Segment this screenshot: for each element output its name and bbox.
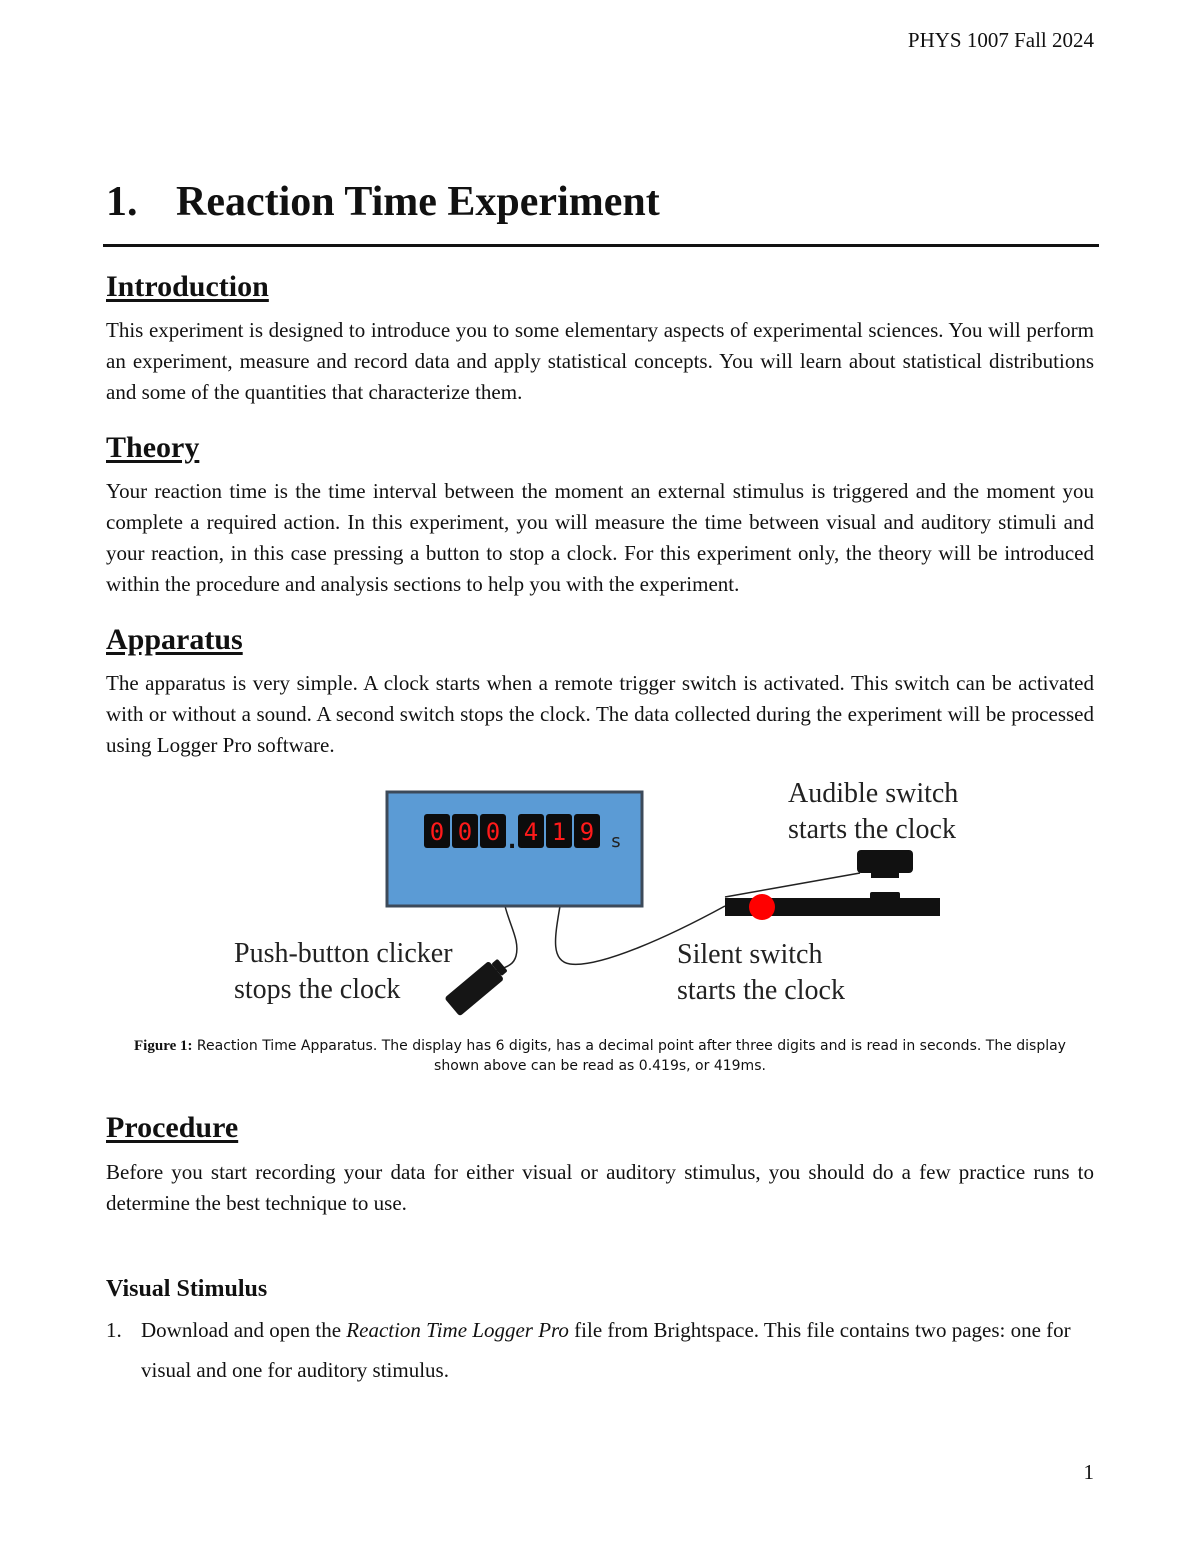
audible-label-line2: starts the clock — [788, 814, 956, 845]
push-button-clicker — [444, 956, 510, 1017]
procedure-heading: Procedure — [106, 1111, 239, 1144]
digit-5: 1 — [551, 818, 567, 846]
clicker-body — [444, 961, 504, 1017]
page-number: 1 — [1083, 1460, 1094, 1484]
apparatus-diagram — [220, 776, 980, 1026]
chapter-number: 1. — [106, 179, 138, 225]
figure-caption-label: Figure 1: — [134, 1038, 193, 1054]
digit-3: 0 — [485, 818, 501, 846]
silent-label-line1: Silent switch — [677, 939, 823, 970]
chapter-title-text: Reaction Time Experiment — [176, 179, 660, 225]
digit-4: 4 — [523, 818, 539, 846]
audible-switch-button — [857, 850, 913, 873]
audible-label-line1: Audible switch — [788, 778, 959, 809]
apparatus-heading: Apparatus — [106, 623, 243, 656]
switch-red-dot — [749, 894, 775, 920]
silent-switch-mount — [870, 892, 900, 900]
silent-label-line2: starts the clock — [677, 975, 845, 1006]
theory-heading: Theory — [106, 431, 200, 464]
audible-switch-stem — [871, 872, 899, 878]
list-item — [106, 1310, 1096, 1390]
theory-paragraph: Your reaction time is the time interval between the moment an external stimulus is triggered and the moment you complete a required action. In this experiment, you will measure the time between visual and auditory stimuli and your reaction, in this case pressing a button to stop a clock. For this experiment only, the theory will be introduced within the procedure and analysis sections to help you with the experiment. — [106, 479, 1094, 596]
visual-stimulus-heading: Visual Stimulus — [106, 1276, 268, 1302]
apparatus-figure — [220, 776, 980, 1026]
decimal-point: . — [507, 829, 517, 854]
figure-caption — [120, 1036, 1080, 1076]
introduction-heading: Introduction — [106, 270, 269, 303]
digit-1: 0 — [429, 818, 445, 846]
file-name: Reaction Time Logger Pro — [346, 1318, 569, 1342]
running-header: PHYS 1007 Fall 2024 — [907, 28, 1094, 52]
introduction-paragraph: This experiment is designed to introduce you to some elementary aspects of experimental sciences. You will perform an experiment, measure and record data and apply statistical concepts. You will learn about statistical distributions and some of the quantities that characterize them. — [106, 318, 1094, 404]
list-item-text — [141, 1310, 1096, 1390]
digit-6: 9 — [579, 818, 595, 846]
apparatus-paragraph: The apparatus is very simple. A clock starts when a remote trigger switch is activated. This switch can be activated with or without a sound. A second switch stops the clock. The data collected during the experiment will be processed using Logger Pro software. — [106, 671, 1094, 757]
clicker-label-line2: stops the clock — [234, 974, 401, 1005]
clicker-label-line1: Push-button clicker — [234, 938, 453, 969]
list-item-text-end: file from Brightspace. This file contains two pages: one for visual and one for auditory stimulus. — [141, 1318, 1071, 1382]
list-item-text-start: Download and open the — [141, 1318, 347, 1342]
chapter-title — [106, 178, 660, 226]
list-item-number: 1. — [106, 1318, 122, 1342]
digit-2: 0 — [457, 818, 473, 846]
switch-lever — [725, 873, 860, 897]
title-rule — [103, 244, 1099, 247]
procedure-paragraph: Before you start recording your data for either visual or auditory stimulus, you should do a few practice runs to determine the best technique to use. — [106, 1160, 1094, 1215]
display-unit: s — [611, 831, 621, 852]
figure-caption-text: Reaction Time Apparatus. The display has 6 digits, has a decimal point after three digits and is read in seconds. The display shown above can be read as 0.419s, or 419ms. — [192, 1038, 1066, 1074]
